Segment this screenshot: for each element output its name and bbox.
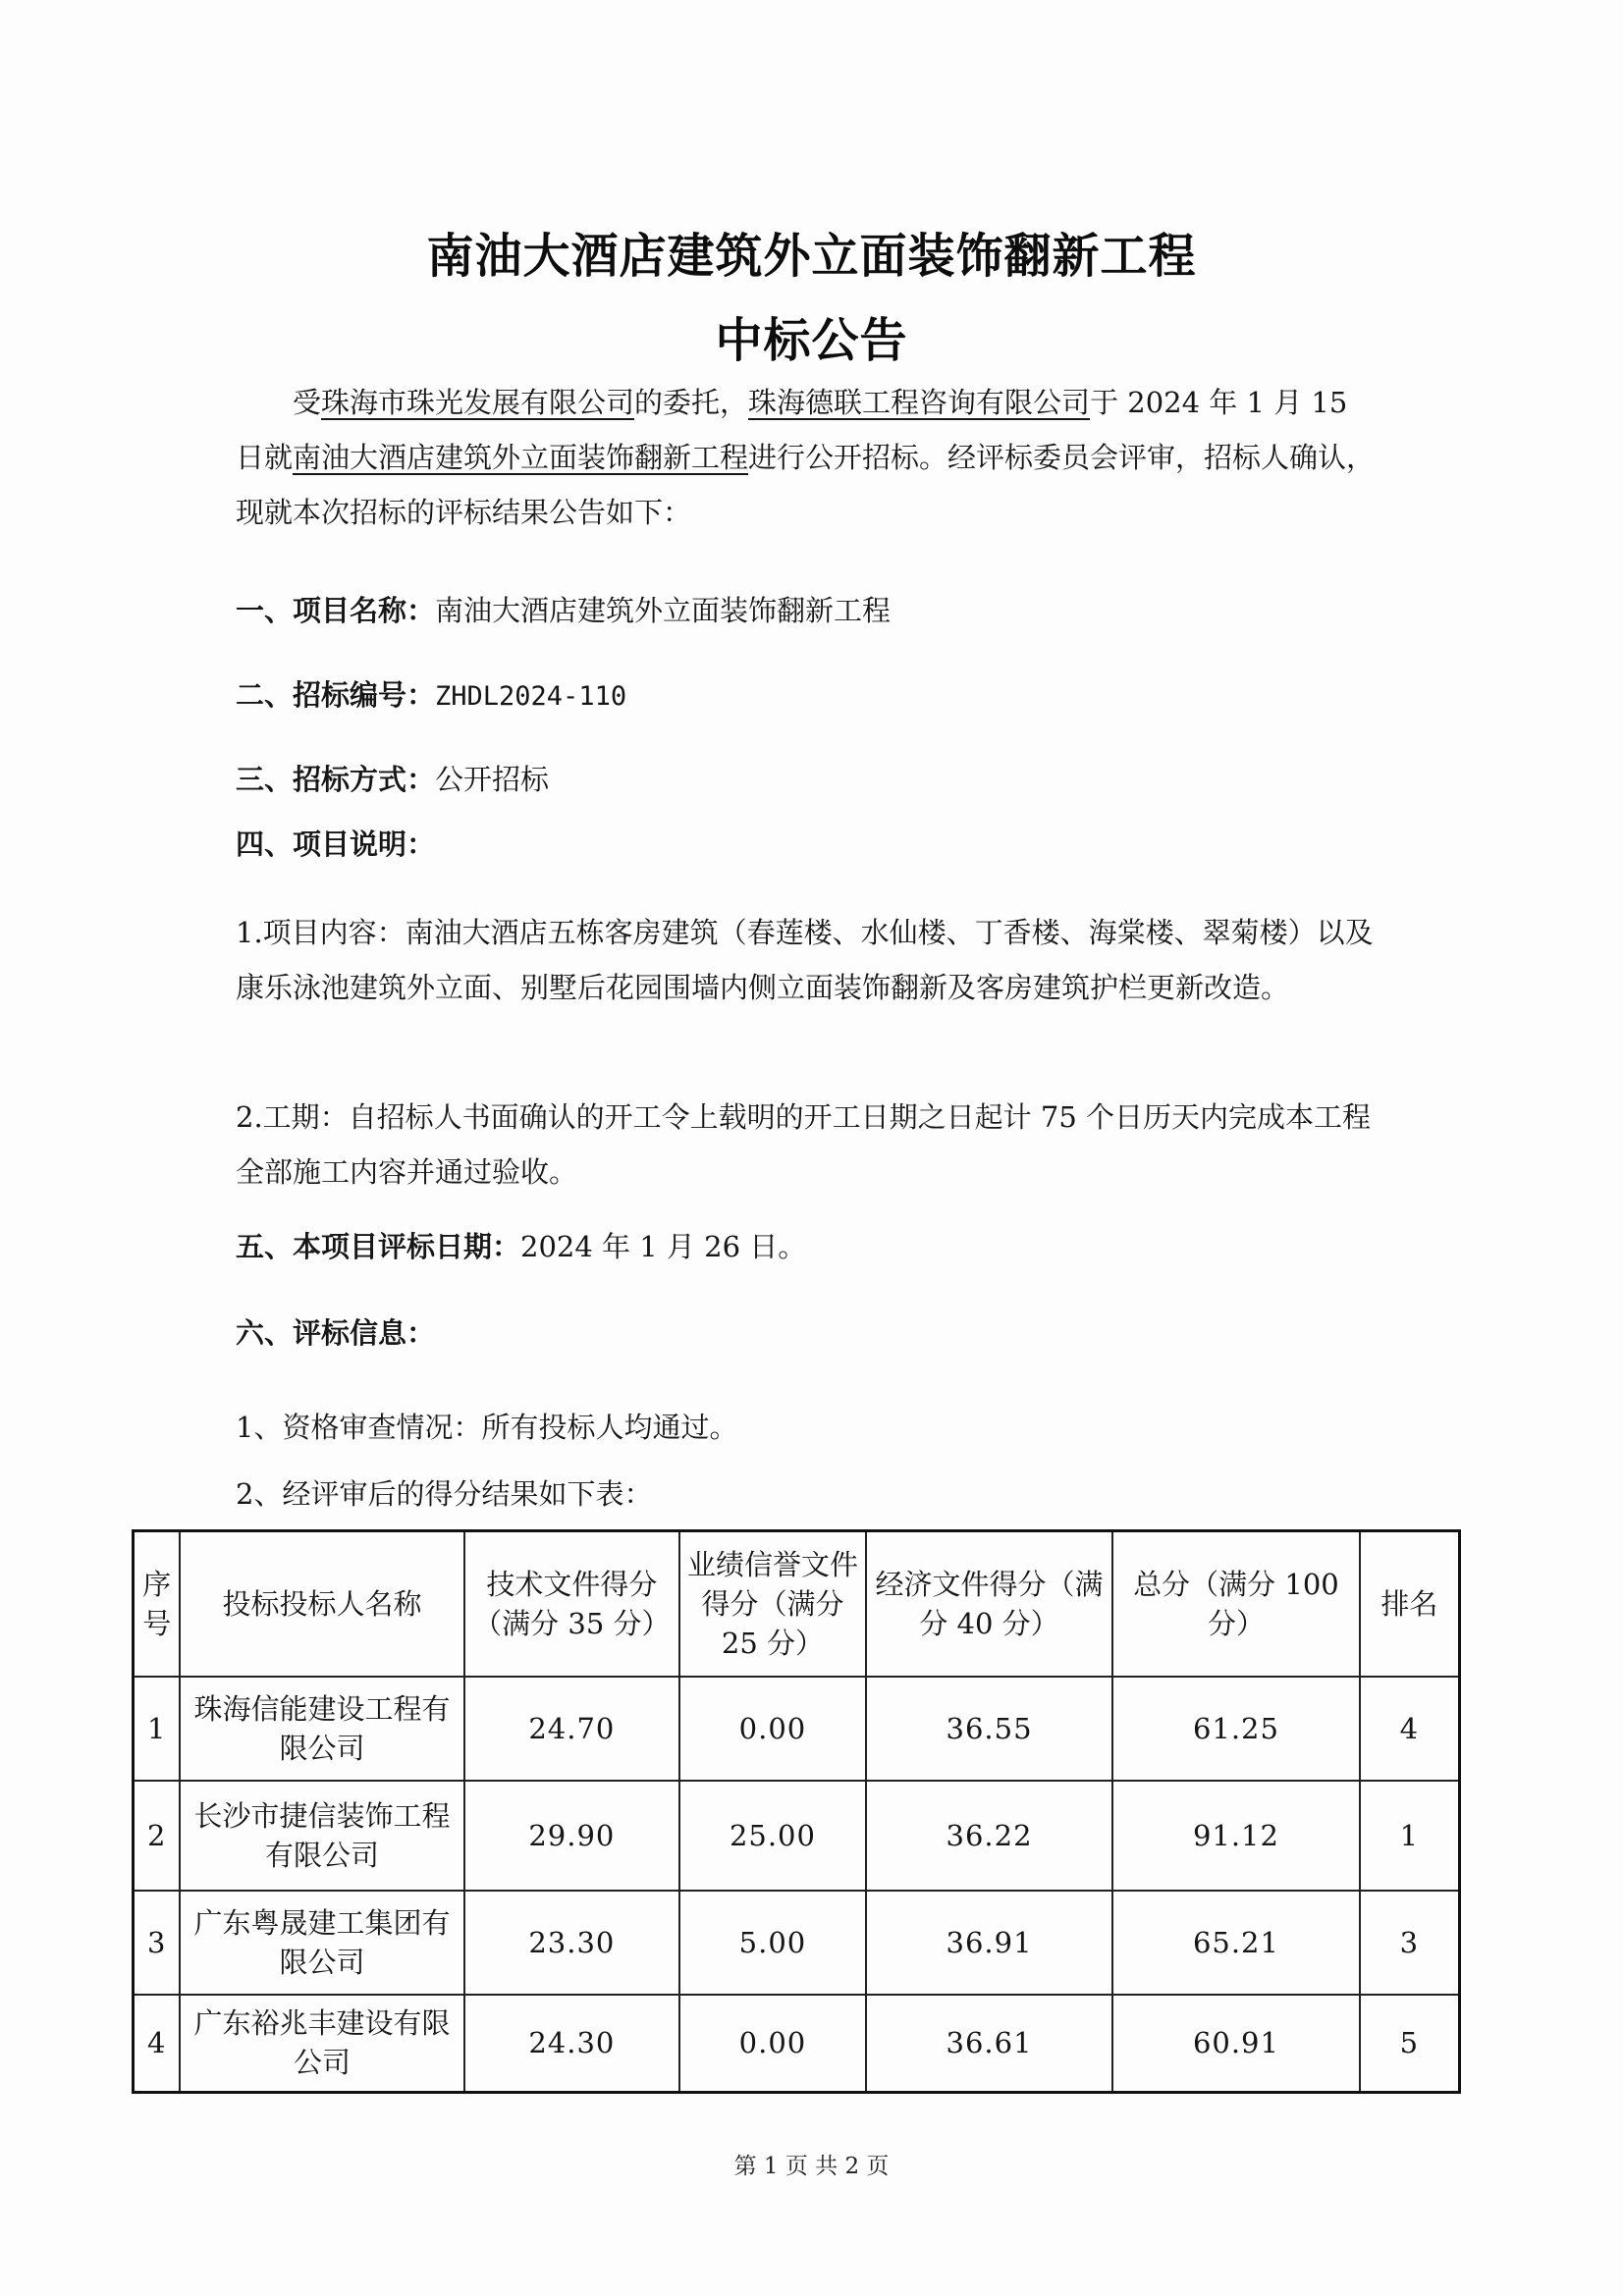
cell-tech-score: 23.30 [464, 1891, 680, 1995]
table-row [134, 1781, 1460, 1891]
header-seq: 序号 [134, 1531, 181, 1677]
cell-bidder-name: 广东裕兆丰建设有限公司 [180, 1995, 463, 2093]
header-rank: 排名 [1360, 1531, 1460, 1677]
intro-text-4: 进行公开招标。经评标委员会评审，招标人确认，现就本次招标的评标结果公告如下： [236, 441, 1376, 529]
cell-seq: 2 [134, 1781, 181, 1891]
agent-name: 珠海德联工程咨询有限公司 [748, 386, 1091, 419]
section-tender-number [236, 673, 626, 714]
cell-tech-score: 24.30 [464, 1995, 680, 2093]
cell-bidder-name: 珠海信能建设工程有限公司 [180, 1677, 463, 1781]
cell-rank: 4 [1360, 1677, 1460, 1781]
score-results-item: 2、经评审后的得分结果如下表： [236, 1477, 653, 1511]
cell-tech-score: 24.70 [464, 1677, 680, 1781]
section-value: 南油大酒店建筑外立面装饰翻新工程 [435, 594, 892, 627]
project-content-item: 1.项目内容：南油大酒店五栋客房建筑（春莲楼、水仙楼、丁香楼、海棠楼、翠菊楼）以及康乐泳池建筑外立面、别墅后花园围墙内侧立面装饰翻新及客房建筑护栏更新改造。 [236, 916, 1374, 1004]
cell-bidder-name: 广东粤晟建工集团有限公司 [180, 1891, 463, 1995]
page-footer: 第 1 页 共 2 页 [733, 2154, 890, 2179]
section-value: ZHDL2024-110 [435, 681, 627, 712]
cell-performance-score: 5.00 [679, 1891, 866, 1995]
cell-performance-score: 0.00 [679, 1677, 866, 1781]
cell-performance-score: 25.00 [679, 1781, 866, 1891]
cell-seq: 3 [134, 1891, 181, 1995]
document-subtitle: 中标公告 [715, 313, 908, 368]
cell-seq: 1 [134, 1677, 181, 1781]
document-title: 南油大酒店建筑外立面装饰翻新工程 [426, 229, 1197, 284]
section-label: 一、项目名称： [236, 594, 436, 627]
cell-economic-score: 36.22 [866, 1781, 1112, 1891]
cell-rank: 1 [1360, 1781, 1460, 1891]
section-evaluation-info: 六、评标信息： [236, 1316, 436, 1350]
header-total-score: 总分（满分 100 分） [1112, 1531, 1359, 1677]
section-label: 五、本项目评标日期： [236, 1230, 521, 1263]
section-label: 二、招标编号： [236, 678, 436, 712]
cell-rank: 3 [1360, 1891, 1460, 1995]
intro-text-3: 于 2024 年 1 月 15 日就 [236, 386, 1348, 474]
cell-seq: 4 [134, 1995, 181, 2093]
table-row [134, 1677, 1460, 1781]
header-tech-score: 技术文件得分（满分 35 分） [464, 1531, 680, 1677]
cell-economic-score: 36.91 [866, 1891, 1112, 1995]
project-name: 南油大酒店建筑外立面装饰翻新工程 [293, 441, 749, 474]
cell-bidder-name: 长沙市捷信装饰工程有限公司 [180, 1781, 463, 1891]
header-economic-score: 经济文件得分（满分 40 分） [866, 1531, 1112, 1677]
score-table [132, 1529, 1461, 2094]
construction-period-item: 2.工期：自招标人书面确认的开工令上载明的开工日期之日起计 75 个日历天内完成本工程全部施工内容并通过验收。 [236, 1100, 1372, 1189]
section-project-description: 四、项目说明： [236, 828, 436, 861]
intro-text-2: 的委托， [634, 386, 749, 419]
cell-rank: 5 [1360, 1995, 1460, 2093]
section-evaluation-date [236, 1225, 806, 1265]
header-performance-score: 业绩信誉文件得分（满分 25 分） [679, 1531, 866, 1677]
section-value: 2024 年 1 月 26 日。 [520, 1230, 807, 1263]
table-header-row [134, 1531, 1460, 1677]
section-project-name [236, 589, 891, 629]
qualification-review-item: 1、资格审查情况：所有投标人均通过。 [236, 1411, 738, 1444]
section-value: 公开招标 [435, 763, 550, 796]
cell-total-score: 65.21 [1112, 1891, 1359, 1995]
header-bidder-name: 投标投标人名称 [180, 1531, 463, 1677]
cell-total-score: 61.25 [1112, 1677, 1359, 1781]
intro-paragraph [236, 375, 1384, 540]
section-label: 三、招标方式： [236, 763, 436, 796]
table-row [134, 1995, 1460, 2093]
cell-economic-score: 36.61 [866, 1995, 1112, 2093]
section-tender-method [236, 758, 549, 798]
cell-tech-score: 29.90 [464, 1781, 680, 1891]
cell-total-score: 60.91 [1112, 1995, 1359, 2093]
table-row [134, 1891, 1460, 1995]
cell-economic-score: 36.55 [866, 1677, 1112, 1781]
intro-text-1: 受 [293, 386, 322, 419]
cell-total-score: 91.12 [1112, 1781, 1359, 1891]
client-name: 珠海市珠光发展有限公司 [321, 386, 635, 419]
cell-performance-score: 0.00 [679, 1995, 866, 2093]
